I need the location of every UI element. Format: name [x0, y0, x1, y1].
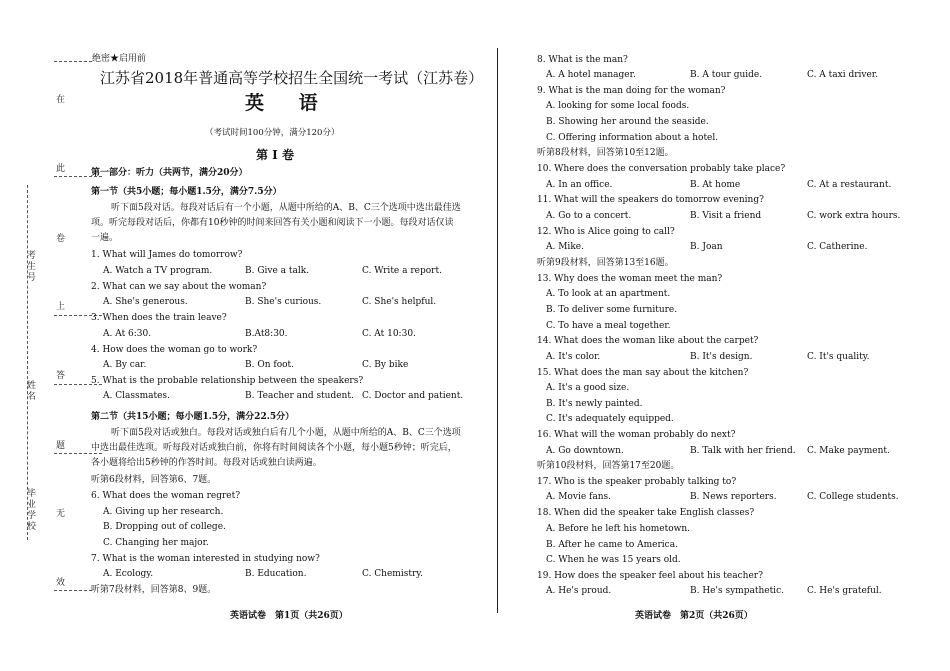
option-6b: B. Dropping out of college.	[103, 522, 226, 532]
page-footer-left: 英语试卷 第1页（共26页）	[230, 611, 348, 621]
option-9c: C. Offering information about a hotel.	[546, 133, 719, 143]
question-6: 6. What does the woman regret?	[91, 491, 241, 501]
material-9-note: 听第9段材料，回答第13至16题。	[537, 258, 674, 268]
option-4b: B. On foot.	[245, 360, 295, 370]
question-5: 5. What is the probable relationship between the speakers?	[91, 376, 364, 386]
question-13: 13. Why does the woman meet the man?	[537, 274, 723, 284]
option-5a: A. Classmates.	[103, 391, 170, 401]
option-15c: C. It's adequately equipped.	[546, 414, 674, 424]
question-7: 7. What is the woman interested in studying now?	[91, 554, 320, 564]
option-13b: B. To deliver some furniture.	[546, 305, 678, 315]
option-7c: C. Chemistry.	[362, 569, 423, 579]
section1-instructions: 听下面5段对话。每段对话后有一个小题，从题中所给的A、B、C三个选项中选出最佳选项。听完每段对话后，你都有10秒钟的时间来回答有关小题和阅读下一小题。每段对话仅读一遍。	[91, 203, 461, 243]
section2-instructions: 听下面5段对话或独白。每段对话或独白后有几个小题，从题中所给的A、B、C三个选项中选出最佳选项。听每段对话或独白前，你将有时间阅读各个小题，每小题5秒钟；听完后，各小题将给出5秒钟的作答时间。每段对话或独白读两遍。	[91, 428, 461, 468]
option-3a: A. At 6:30.	[103, 329, 152, 339]
volume-label: 第 I 卷	[256, 148, 294, 162]
margin-dash	[54, 61, 92, 62]
field-school: 毕业学校	[25, 488, 35, 532]
question-9: 9. What is the man doing for the woman?	[537, 86, 726, 96]
option-12a: A. Mike.	[546, 242, 584, 252]
option-8a: A. A hotel manager.	[546, 70, 636, 80]
option-7a: A. Ecology.	[103, 569, 154, 579]
field-exam-number: 考生号	[25, 250, 35, 283]
question-4: 4. How does the woman go to work?	[91, 345, 258, 355]
option-1a: A. Watch a TV program.	[103, 266, 213, 276]
option-16c: C. Make payment.	[807, 446, 890, 456]
option-6c: C. Changing her major.	[103, 538, 209, 548]
option-3b: B.At8:30.	[245, 329, 288, 339]
question-14: 14. What does the woman like about the carpet?	[537, 336, 759, 346]
option-2a: A. She's generous.	[103, 297, 188, 307]
option-5c: C. Doctor and patient.	[362, 391, 464, 401]
question-12: 12. Who is Alice going to call?	[537, 227, 675, 237]
option-19a: A. He's proud.	[546, 586, 612, 596]
material-7-note: 听第7段材料，回答第8、9题。	[91, 585, 217, 595]
option-2c: C. She's helpful.	[362, 297, 437, 307]
seal-char-6: 题	[56, 441, 66, 451]
question-17: 17. Who is the speaker probably talking to?	[537, 477, 737, 487]
question-15: 15. What does the man say about the kitchen?	[537, 368, 749, 378]
seal-char-3: 卷	[56, 234, 66, 244]
option-6a: A. Giving up her research.	[103, 507, 224, 517]
seal-char-7: 无	[56, 509, 66, 519]
option-16a: A. Go downtown.	[546, 446, 624, 456]
option-1b: B. Give a talk.	[245, 266, 310, 276]
option-13a: A. To look at an apartment.	[546, 289, 671, 299]
seal-char-1: 在	[56, 95, 66, 105]
question-2: 2. What can we say about the woman?	[91, 282, 267, 292]
option-18b: B. After he came to America.	[546, 540, 678, 550]
option-2b: B. She's curious.	[245, 297, 322, 307]
seal-char-2: 此	[56, 164, 66, 174]
option-1c: C. Write a report.	[362, 266, 442, 276]
part1-title: 第一部分：听力（共两节，满分20分）	[91, 168, 248, 178]
option-7b: B. Education.	[245, 569, 307, 579]
material-10-note: 听第10段材料，回答第17至20题。	[537, 461, 680, 471]
question-16: 16. What will the woman probably do next?	[537, 430, 736, 440]
margin-dash	[54, 590, 92, 591]
question-18: 18. When did the speaker take English classes?	[537, 508, 755, 518]
option-11c: C. work extra hours.	[807, 211, 901, 221]
option-11b: B. Visit a friend	[690, 211, 762, 221]
option-18a: A. Before he left his hometown.	[546, 524, 691, 534]
secret-label: 绝密★启用前	[92, 54, 147, 64]
section2-title: 第二节（共15小题；每小题1.5分，满分22.5分）	[91, 412, 295, 422]
seal-char-4: 上	[56, 302, 66, 312]
option-10a: A. In an office.	[546, 180, 613, 190]
option-14c: C. It's quality.	[807, 352, 870, 362]
option-3c: C. At 10:30.	[362, 329, 416, 339]
question-8: 8. What is the man?	[537, 55, 628, 65]
option-17c: C. College students.	[807, 492, 899, 502]
option-14b: B. It's design.	[690, 352, 753, 362]
exam-title: 江苏省2018年普通高等学校招生全国统一考试（江苏卷）	[100, 69, 484, 87]
page-footer-right: 英语试卷 第2页（共26页）	[635, 611, 753, 621]
option-13c: C. To have a meal together.	[546, 321, 671, 331]
option-15a: A. It's a good size.	[546, 383, 630, 393]
option-14a: A. It's color.	[546, 352, 601, 362]
option-10c: C. At a restaurant.	[807, 180, 892, 190]
option-4a: A. By car.	[103, 360, 147, 370]
option-18c: C. When he was 15 years old.	[546, 555, 681, 565]
question-11: 11. What will the speakers do tomorrow evening?	[537, 195, 764, 205]
option-19b: B. He's sympathetic.	[690, 586, 784, 596]
option-10b: B. At home	[690, 180, 741, 190]
option-16b: B. Talk with her friend.	[690, 446, 796, 456]
option-12c: C. Catherine.	[807, 242, 868, 252]
binding-dashed-line	[27, 185, 28, 540]
material-6-note: 听第6段材料，回答第6、7题。	[91, 475, 217, 485]
option-11a: A. Go to a concert.	[546, 211, 632, 221]
option-17a: A. Movie fans.	[546, 492, 611, 502]
option-8b: B. A tour guide.	[690, 70, 763, 80]
question-1: 1. What will James do tomorrow?	[91, 250, 243, 260]
seal-char-5: 答	[56, 371, 66, 381]
option-12b: B. Joan	[690, 242, 723, 252]
seal-char-8: 效	[56, 578, 66, 588]
question-3: 3. When does the train leave?	[91, 313, 227, 323]
option-15b: B. It's newly painted.	[546, 399, 643, 409]
option-8c: C. A taxi driver.	[807, 70, 878, 80]
option-17b: B. News reporters.	[690, 492, 777, 502]
question-10: 10. Where does the conversation probably take place?	[537, 164, 786, 174]
section1-title: 第一节（共5小题；每小题1.5分，满分7.5分）	[91, 187, 282, 197]
subject-title: 英 语	[245, 92, 332, 114]
material-8-note: 听第8段材料，回答第10至12题。	[537, 148, 674, 158]
option-9a: A. looking for some local foods.	[546, 101, 690, 111]
question-19: 19. How does the speaker feel about his teacher?	[537, 571, 763, 581]
time-note: （考试时间100分钟，满分120分）	[205, 128, 340, 138]
option-19c: C. He's grateful.	[807, 586, 882, 596]
option-5b: B. Teacher and student.	[245, 391, 354, 401]
page-divider	[497, 48, 498, 613]
option-9b: B. Showing her around the seaside.	[546, 117, 709, 127]
field-name: 姓名	[25, 380, 35, 402]
option-4c: C. By bike	[362, 360, 409, 370]
